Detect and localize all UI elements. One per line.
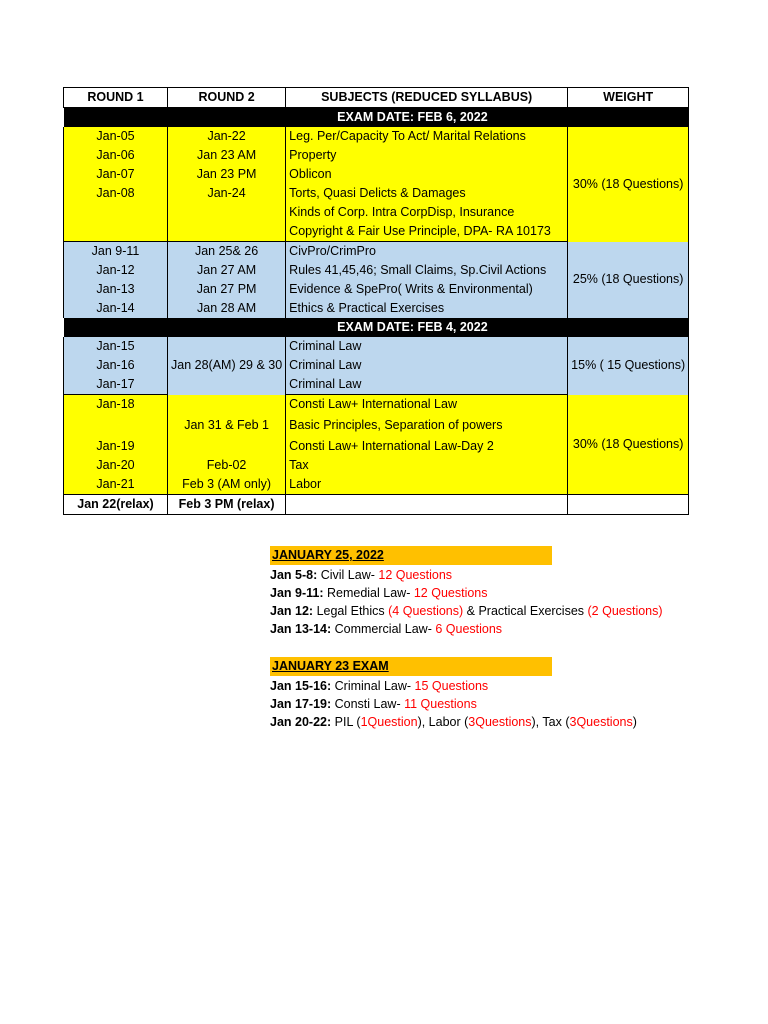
relax-row: Jan 22(relax) Feb 3 PM (relax) bbox=[64, 495, 689, 515]
list-item: Jan 12: Legal Ethics (4 Questions) & Practical Exercises (2 Questions) bbox=[270, 604, 663, 618]
header-round2: ROUND 2 bbox=[168, 88, 286, 108]
header-round1: ROUND 1 bbox=[64, 88, 168, 108]
exam-date-feb4: EXAM DATE: FEB 4, 2022 bbox=[64, 318, 568, 337]
table-row: Jan-19 Consti Law+ International Law-Day 2 bbox=[64, 437, 689, 456]
list-item: Jan 5-8: Civil Law- 12 Questions bbox=[270, 568, 453, 582]
table-row: Jan 9-11 Jan 25& 26 CivPro/CrimPro 25% (18 Questions) bbox=[64, 242, 689, 262]
table-row: Jan-07 Jan 23 PM Oblicon bbox=[64, 165, 689, 184]
list-item: Jan 17-19: Consti Law- 11 Questions bbox=[270, 697, 477, 711]
schedule-table bbox=[63, 87, 689, 515]
header-row bbox=[64, 88, 689, 108]
weight-cell: 15% ( 15 Questions) bbox=[568, 337, 689, 395]
table-row: Jan-06 Jan 23 AM Property bbox=[64, 146, 689, 165]
table-row: Jan-13 Jan 27 PM Evidence & SpePro( Writs & Environmental) bbox=[64, 280, 689, 299]
header-weight: WEIGHT bbox=[568, 88, 689, 108]
table-row: Jan-21 Feb 3 (AM only) Labor bbox=[64, 475, 689, 495]
table-row: Jan-12 Jan 27 AM Rules 41,45,46; Small Claims, Sp.Civil Actions bbox=[64, 261, 689, 280]
table-row: Jan-17 Criminal Law bbox=[64, 375, 689, 395]
table-row: Jan-16 Criminal Law bbox=[64, 356, 689, 375]
summary-jan23 bbox=[270, 657, 650, 731]
exam-date-row bbox=[64, 318, 689, 337]
summary-title: JANUARY 25, 2022 bbox=[270, 546, 552, 565]
table-row: Jan-15 Jan 28(AM) 29 & 30 Criminal Law 15% ( 15 Questions) bbox=[64, 337, 689, 356]
exam-date-feb6: EXAM DATE: FEB 6, 2022 bbox=[64, 108, 568, 128]
table-row: Copyright & Fair Use Principle, DPA- RA 10173 bbox=[64, 222, 689, 242]
weight-cell: 30% (18 Questions) bbox=[568, 127, 689, 242]
weight-cell: 25% (18 Questions) bbox=[568, 242, 689, 319]
table-row: Jan-05 Jan-22 Leg. Per/Capacity To Act/ Marital Relations 30% (18 Questions) bbox=[64, 127, 689, 146]
summary-title: JANUARY 23 EXAM bbox=[270, 657, 552, 676]
summary-jan25 bbox=[270, 546, 663, 638]
list-item: Jan 9-11: Remedial Law- 12 Questions bbox=[270, 586, 488, 600]
table-row: Jan-20 Feb-02 Tax bbox=[64, 456, 689, 475]
list-item: Jan 13-14: Commercial Law- 6 Questions bbox=[270, 622, 503, 636]
header-subjects: SUBJECTS (REDUCED SYLLABUS) bbox=[286, 88, 568, 108]
table-row: Jan-08 Jan-24 Torts, Quasi Delicts & Damages bbox=[64, 184, 689, 203]
exam-date-row bbox=[64, 108, 689, 128]
table-row: Kinds of Corp. Intra CorpDisp, Insurance bbox=[64, 203, 689, 222]
table-row: Jan-14 Jan 28 AM Ethics & Practical Exercises bbox=[64, 299, 689, 318]
list-item: Jan 15-16: Criminal Law- 15 Questions bbox=[270, 679, 489, 693]
list-item: Jan 20-22: PIL (1Question), Labor (3Questions), Tax (3Questions) bbox=[270, 715, 637, 729]
table-row: Jan-18 Consti Law+ International Law 30% (18 Questions) bbox=[64, 395, 689, 415]
weight-cell: 30% (18 Questions) bbox=[568, 395, 689, 495]
table-row: Jan 31 & Feb 1 Basic Principles, Separation of powers bbox=[64, 414, 689, 437]
